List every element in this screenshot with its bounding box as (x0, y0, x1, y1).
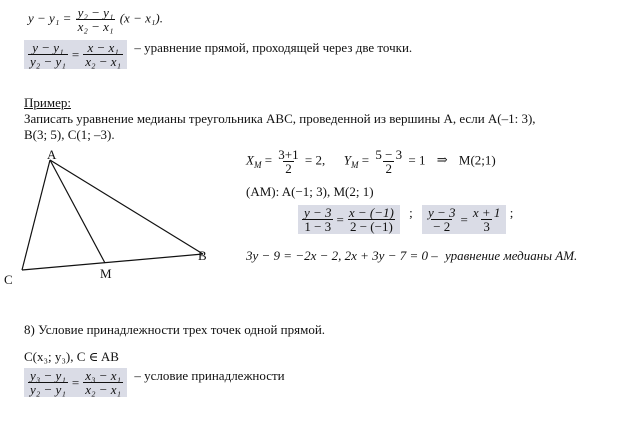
collinearity-right-numerator: x₃ − x₁ (85, 368, 122, 383)
proportion-tail: ; (509, 205, 514, 220)
midpoint-m: M(2;1) (458, 152, 496, 168)
ym-denominator: 2 (385, 161, 392, 176)
xm-fraction (276, 148, 300, 175)
ym-subscript: M (350, 160, 359, 171)
proportion-separator: ; (409, 205, 413, 220)
collinearity-row (24, 368, 285, 397)
xm-lhs: X (246, 152, 254, 168)
fraction-3 (426, 206, 458, 233)
left-numerator: y − y₁ (32, 40, 64, 55)
vertex-label-a: A (47, 147, 57, 162)
am-points-line: (AM): A(−1; 3), M(2; 1) (246, 184, 374, 199)
collinearity-box (24, 368, 127, 397)
proportion-box-2: $\frac{y - 3}{- 2}$ = $\frac{x + 1}{3}$ (422, 205, 506, 234)
example-line-2: B(3; 5), C(1; –3). (24, 127, 115, 142)
final-caption: уравнение медианы AM. (445, 248, 578, 263)
vertex-label-b: B (198, 248, 207, 263)
left-denominator: y₂ − y₁ (30, 54, 66, 69)
xm-equals: = (264, 152, 273, 168)
fraction-3-numerator: y − 3 (428, 205, 456, 220)
collinearity-right-fraction (83, 369, 123, 396)
formula-rhs: (x − x₁). (119, 10, 163, 26)
collinearity-right-denominator: x₂ − x₁ (85, 382, 122, 397)
median-proportion-row (298, 205, 513, 234)
implies-arrow: ⇒ (436, 152, 448, 168)
median-final-equation (246, 248, 577, 264)
fraction-1-numerator: y − 3 (304, 205, 332, 220)
vertex-label-c: C (4, 272, 13, 287)
ym-lhs: Y (343, 152, 351, 168)
fraction-3-denominator: − 2 (433, 219, 451, 234)
collinearity-left-numerator: y₃ − y₁ (30, 368, 66, 383)
fraction-1 (302, 206, 334, 233)
slope-denominator: x₂ − x₁ (77, 19, 114, 34)
fraction-4-numerator: x + 1 (472, 205, 501, 220)
ym-numerator: 5 − 3 (375, 147, 403, 162)
xm-subscript: M (253, 160, 262, 171)
side-cb (22, 254, 203, 270)
example-heading: Пример: (24, 95, 71, 110)
fraction-2 (347, 206, 396, 233)
right-numerator: x − x₁ (87, 40, 119, 55)
side-ab (50, 160, 203, 254)
xm-result: = 2, (304, 152, 326, 168)
ym-equals: = (361, 152, 370, 168)
median-am (50, 160, 105, 263)
collinearity-title: 8) Условие принадлежности трех точек одной прямой. (24, 322, 326, 337)
collinearity-left-fraction (28, 369, 68, 396)
final-equation: 3y − 9 = −2x − 2, 2x + 3y − 7 = 0 – (246, 248, 438, 263)
ym-result: = 1 (408, 152, 426, 168)
midpoint-coordinates-row (246, 148, 496, 175)
side-ac (22, 160, 50, 270)
xm-numerator: 3+1 (278, 147, 299, 162)
fraction-4-denominator: 3 (483, 219, 490, 234)
collinearity-caption: – условие принадлежности (134, 368, 285, 383)
xm-denominator: 2 (285, 161, 292, 176)
formula-lhs: y − y₁ = (28, 10, 72, 26)
equals-sign: = (71, 46, 80, 62)
right-denominator: x₂ − x₁ (85, 54, 122, 69)
ym-fraction (373, 148, 404, 175)
midpoint-label-m: M (100, 266, 112, 281)
point-c-membership: C(x₃; y₃), C ∈ AB (24, 349, 119, 364)
fraction-2-numerator: x − (−1) (348, 205, 394, 220)
proportion-box-1: $\frac{y - 3}{1 - 3}$ = $\frac{x - (-1)}{2 - (-1)}$ (298, 205, 400, 234)
example-line-1: Записать уравнение медианы треугольника ABC, проведенной из вершины A, если A(–1: 3), (24, 111, 536, 126)
fraction-1-denominator: 1 − 3 (304, 219, 332, 234)
collinearity-left-denominator: y₂ − y₁ (30, 382, 66, 397)
fraction-4 (471, 206, 503, 233)
two-point-caption: – уравнение прямой, проходящей через две точки. (134, 40, 413, 55)
collinearity-equals: = (71, 374, 80, 390)
slope-numerator: y₂ − y₁ (77, 5, 114, 20)
fraction-2-denominator: 2 − (−1) (349, 219, 393, 234)
